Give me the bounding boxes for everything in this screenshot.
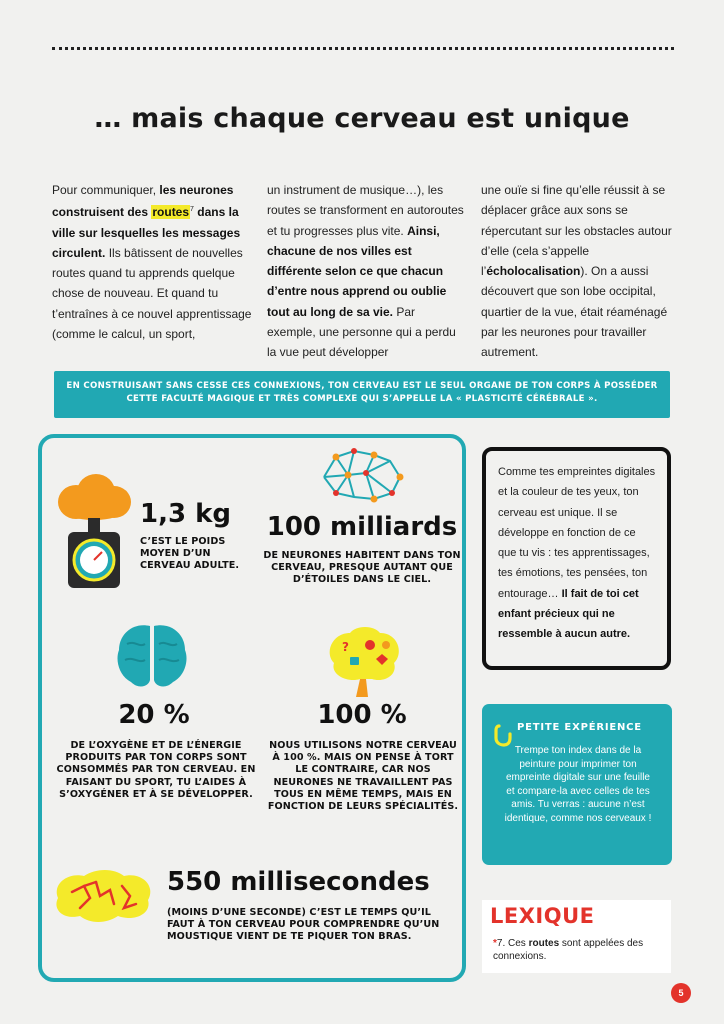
stat-speed-text: (MOINS D’UNE SECONDE) C’EST LE TEMPS QU’IL FAUT À TON CERVEAU POUR COMPRENDRE QU’UN MOUSTIQUE VIENT DE TE PIQUER TON BRAS. [167, 907, 440, 943]
experience-text: Trempe ton index dans de la peinture pour imprimer ton empreinte digitale sur une feuille et compare-la avec celles de tes amis. Tu verras : aucune n’est identique, comme nos cerveaux ! [504, 745, 652, 824]
col1-bold-2: dans la ville sur lesquelles les messages circulent. [52, 205, 241, 260]
col2-intro: un instrument de musique…), les routes se transforment en autoroutes et tu progresses plus vite. [267, 183, 464, 238]
stat-oxygen-text: DE L’OXYGÈNE ET DE L’ÉNERGIE PRODUITS PAR TON CORPS SONT CONSOMMÉS PAR TON CERVEAU. EN FAISANT DU SPORT, TU L’AIDES À S’OXYGÉNER ET À SE DÉVELOPPER. [56, 740, 256, 800]
lexique-rest: sont appelées des connexions. [493, 938, 644, 962]
text-column-1 [52, 180, 252, 344]
stat-speed-value: 550 millisecondes [167, 867, 430, 897]
col3-bold: écholocalisation [486, 264, 581, 279]
col1-intro: Pour communiquer, [52, 183, 160, 197]
stat-usage-text: NOUS UTILISONS NOTRE CERVEAU À 100 %. MAIS ON PENSE À TORT LE CONTRAIRE, CAR NOS NEURONES NE TRAVAILLENT PAS TOUS EN MÊME TEMPS, MAIS EN FONCTION DE LEURS SPÉCIALITÉS. [267, 740, 459, 813]
text-column-3 [481, 180, 677, 363]
lexique-number: 7. Ces [496, 938, 529, 949]
unique-brain-box [482, 447, 671, 670]
col2-body: Par exemple, une personne qui a perdu la vue peut développer [267, 304, 456, 360]
col3-intro: une ouïe si fine qu’elle réussit à se déplacer grâce aux sons se répercutant sur les obstacles autour d’elle (cela s’appelle l’ [481, 183, 672, 279]
lexique-entry [493, 937, 668, 963]
page-number: 5 [671, 983, 691, 1003]
dotted-divider [52, 47, 674, 50]
stat-weight-value: 1,3 kg [140, 499, 232, 529]
stat-usage-value: 100 % [317, 700, 407, 730]
stat-oxygen-value: 20 % [118, 700, 190, 730]
footnote-ref: 7 [190, 206, 194, 214]
plasticity-banner [54, 371, 670, 418]
highlight-routes: routes [152, 205, 190, 220]
experience-title: PETITE EXPÉRIENCE [517, 722, 642, 733]
scale-icon [54, 470, 134, 592]
side-box-text: Comme tes empreintes digitales et la couleur de tes yeux, ton cerveau est unique. Il se développe en fonction de ce que tu vis : tes apprentissages, tes émotions, tes pensées, ton entourage… [498, 466, 656, 600]
col2-bold: Ainsi, chacune de nos villes est différente selon ce que chacun d’entre nous apprend ou oublie tout au long de sa vie. [267, 223, 447, 319]
banner-line-2: CETTE FACULTÉ MAGIQUE ET TRÈS COMPLEXE QUI S’APPELLE LA « PLASTICITÉ CÉRÉBRALE ». [126, 394, 598, 404]
side-box-bold: Il fait de toi cet enfant précieux qui ne ressemble à aucun autre. [498, 587, 639, 641]
col1-body: Ils bâtissent de nouvelles routes quand tu apprends quelque chose de nouveau. Et quand tu t’entraînes à ce nouvel apprentissage (comme le calcul, un sport, [52, 245, 252, 342]
banner-line-1: EN CONSTRUISANT SANS CESSE CES CONNEXIONS, TON CERVEAU EST LE SEUL ORGANE DE TON CORPS À POSSÉDER [66, 381, 658, 391]
experience-box [482, 704, 672, 865]
svg-text:?: ? [342, 640, 349, 654]
lexique-star: * [493, 938, 497, 949]
brain-network-icon [318, 447, 404, 505]
stat-weight-text: C’EST LE POIDS MOYEN D’UN CERVEAU ADULTE. [140, 536, 240, 572]
lexique-box [482, 900, 671, 973]
page-title: … mais chaque cerveau est unique [94, 103, 630, 134]
brain-nerves-icon [50, 868, 156, 924]
lexique-title: LEXIQUE [490, 904, 595, 928]
col3-body: ). On a aussi découvert que son lobe occipital, quartier de la vue, était réaménagé par les neurones pour travailler autrement. [481, 264, 668, 360]
lexique-bold: routes [528, 938, 560, 949]
brain-ideas-icon [320, 623, 406, 701]
stat-neurons-text: DE NEURONES HABITENT DANS TON CERVEAU, PRESQUE AUTANT QUE D’ÉTOILES DANS LE CIEL. [263, 550, 461, 586]
brain-icon [113, 620, 191, 692]
hand-pointer-icon [494, 724, 512, 746]
text-column-2 [267, 180, 465, 363]
col1-bold-1: les neurones construisent des [52, 183, 234, 220]
stat-neurons-value: 100 milliards [266, 512, 458, 542]
